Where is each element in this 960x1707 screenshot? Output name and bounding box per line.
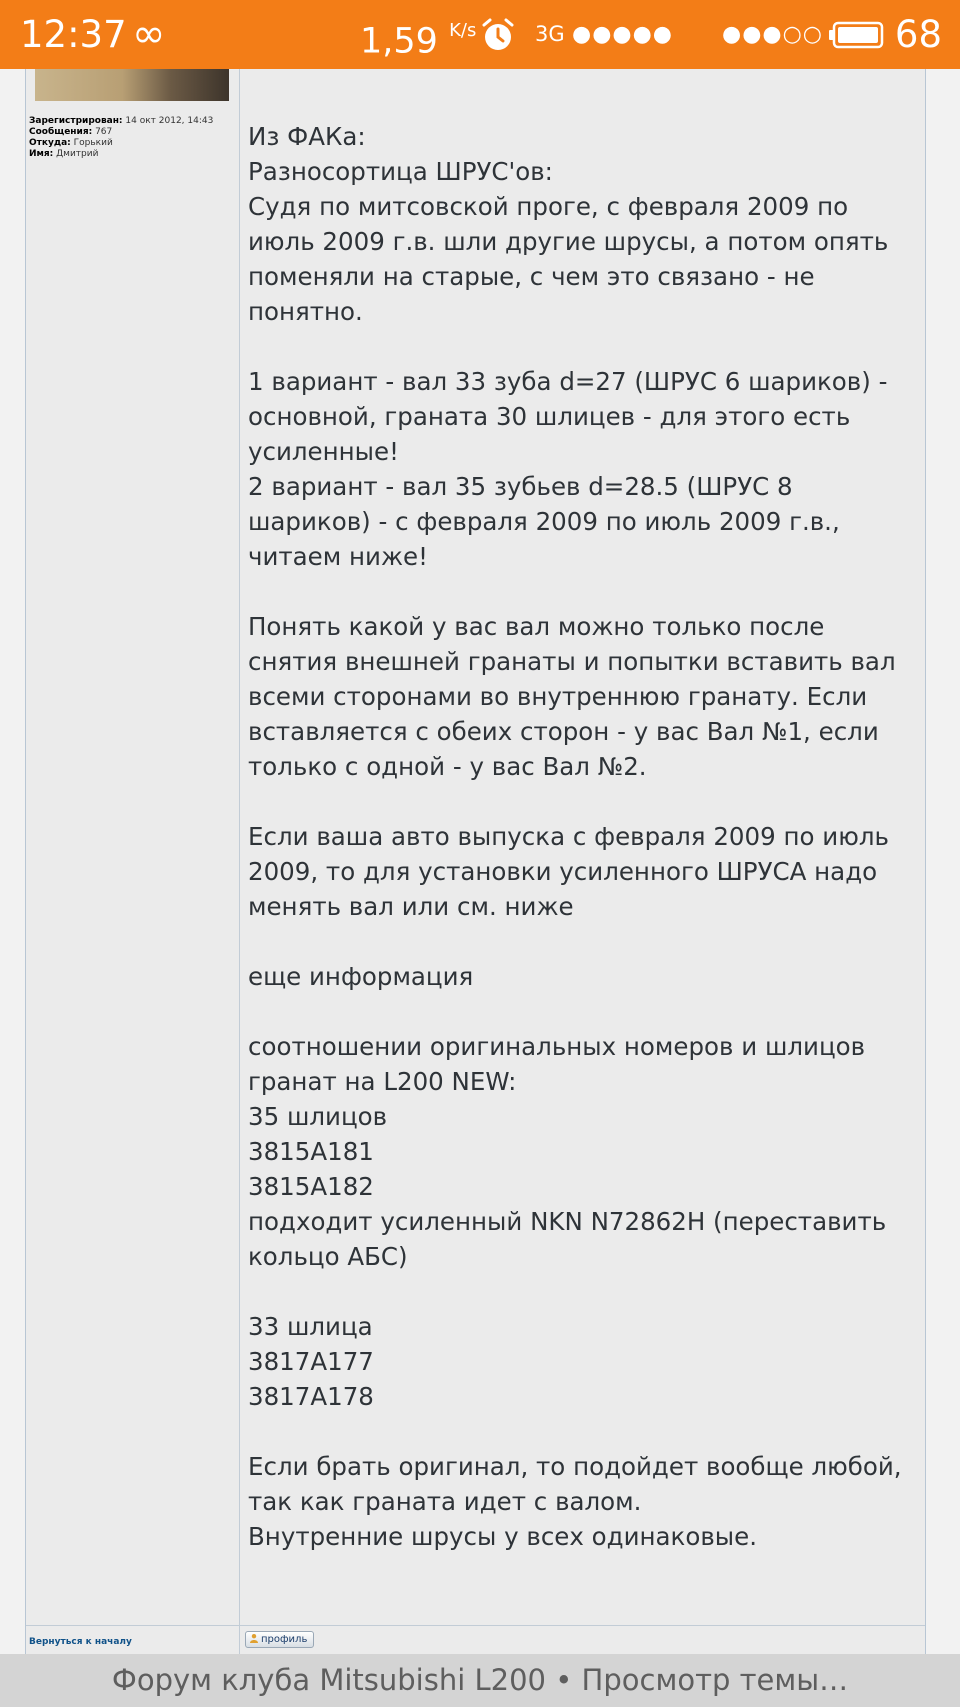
profile-registered: Зарегистрирован: 14 окт 2012, 14:43 xyxy=(29,116,214,126)
network-type: 3G xyxy=(535,22,565,46)
clock: 12:37 xyxy=(20,13,127,56)
infinity-icon: ∞ xyxy=(132,11,166,57)
post-line: 33 шлица xyxy=(248,1312,373,1341)
page-title: Форум клуба Mitsubishi L200 • Просмотр темы… xyxy=(0,1654,960,1707)
post-line: только с одной - у вас Вал №2. xyxy=(248,752,647,781)
signal-strength-1: ●●●●● xyxy=(572,22,673,47)
avatar xyxy=(35,69,229,101)
post-line: кольцо АБС) xyxy=(248,1242,408,1271)
post-line: шариков) - с февраля 2009 по июль 2009 г.в., xyxy=(248,507,840,536)
post-line: Из ФАКа: xyxy=(248,122,366,151)
post-line: еще информация xyxy=(248,962,474,991)
network-speed-value: 1,59 xyxy=(360,21,438,62)
profile-button[interactable] xyxy=(245,1631,314,1648)
post-line: Если ваша авто выпуска с февраля 2009 по июль xyxy=(248,822,889,851)
network-speed xyxy=(360,0,476,69)
post-line: Внутренние шрусы у всех одинаковые. xyxy=(248,1522,757,1551)
user-icon xyxy=(249,1633,259,1643)
post-line: 3817A177 xyxy=(248,1347,374,1376)
post-line: снятия внешней гранаты и попытки вставить вал xyxy=(248,647,896,676)
signal-strength-2: ●●●○○ xyxy=(722,22,823,47)
post-line: Разносортица ШРУС'ов: xyxy=(248,157,553,186)
post-line: 3817A178 xyxy=(248,1382,374,1411)
post-line: Если брать оригинал, то подойдет вообще любой, xyxy=(248,1452,902,1481)
post-line: Судя по митсовской проге, с февраля 2009 по xyxy=(248,192,849,221)
post-line: всеми сторонами во внутреннюю гранату. Если xyxy=(248,682,868,711)
profile-name: Имя: Дмитрий xyxy=(29,149,99,159)
battery-icon xyxy=(828,21,886,49)
forum-post xyxy=(25,69,926,1654)
network-speed-unit: K/s xyxy=(449,20,477,41)
post-line: 3815A181 xyxy=(248,1137,374,1166)
post-line: поменяли на старые, с чем это связано - не xyxy=(248,262,815,291)
post-line: 2009, то для установки усиленного ШРУСА надо xyxy=(248,857,878,886)
post-line: подходит усиленный NKN N72862H (переставить xyxy=(248,1207,887,1236)
back-to-top-link[interactable]: Вернуться к началу xyxy=(29,1637,132,1647)
alarm-icon xyxy=(480,17,516,53)
post-body xyxy=(248,119,913,1554)
profile-messages: Сообщения: 767 xyxy=(29,127,113,137)
post-line: основной, граната 30 шлицев - для этого есть xyxy=(248,402,851,431)
post-line: усиленные! xyxy=(248,437,399,466)
author-profile xyxy=(29,116,213,160)
post-line: соотношении оригинальных номеров и шлицов xyxy=(248,1032,866,1061)
profile-from: Откуда: Горький xyxy=(29,138,113,148)
post-line: Понять какой у вас вал можно только после xyxy=(248,612,825,641)
post-line: гранат на L200 NEW: xyxy=(248,1067,517,1096)
battery-level: 68 xyxy=(894,13,942,56)
column-divider xyxy=(239,69,240,1654)
profile-button-label: профиль xyxy=(261,1634,308,1645)
post-line: 1 вариант - вал 33 зуба d=27 (ШРУС 6 шариков) - xyxy=(248,367,888,396)
post-line: менять вал или см. ниже xyxy=(248,892,574,921)
post-line: читаем ниже! xyxy=(248,542,428,571)
status-bar xyxy=(0,0,960,69)
post-line: 2 вариант - вал 35 зубьев d=28.5 (ШРУС 8 xyxy=(248,472,793,501)
post-line: 3815A182 xyxy=(248,1172,374,1201)
post-line: так как граната идет с валом. xyxy=(248,1487,642,1516)
post-footer xyxy=(26,1625,925,1655)
post-line: вставляется с обеих сторон - у вас Вал №1, если xyxy=(248,717,879,746)
post-line: понятно. xyxy=(248,297,363,326)
post-line: 35 шлицов xyxy=(248,1102,388,1131)
post-line: июль 2009 г.в. шли другие шрусы, а потом опять xyxy=(248,227,889,256)
